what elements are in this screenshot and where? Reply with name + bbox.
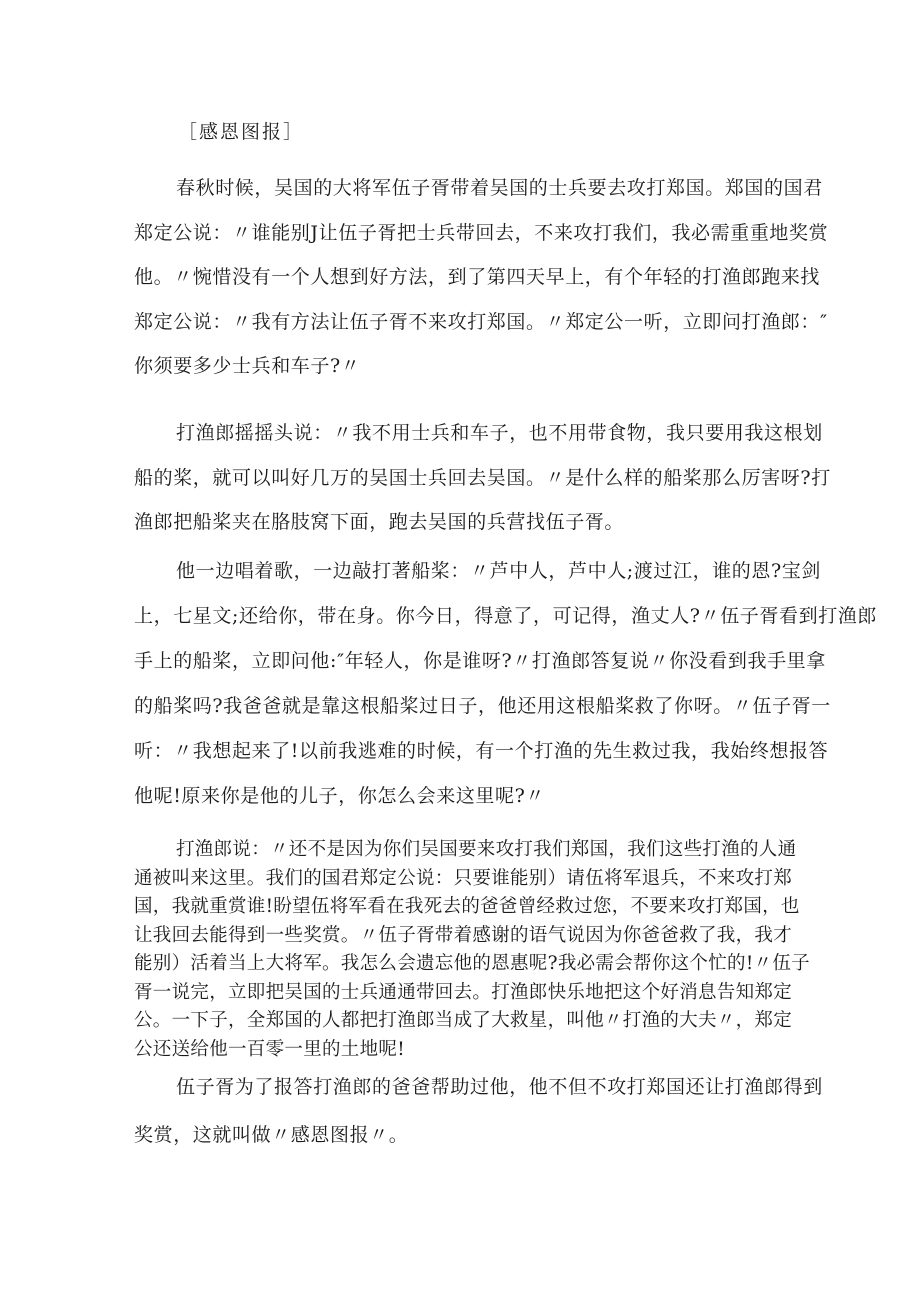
paragraph-5: [134, 1063, 823, 1159]
text-line: 你须要多少士兵和车子?〃: [134, 355, 361, 377]
text-line: 他一边唱着歌，一边敲打著船桨：〃芦中人，芦中人;渡过江，谁的恩?宝剑: [176, 560, 821, 582]
text-line: 国，我就重赏谁!盼望伍将军看在我死去的爸爸曾经救过您，不要来攻打郑国，也: [134, 896, 800, 917]
text-line: 公还送给他一百零一里的土地呢!: [134, 1038, 405, 1060]
text-line: 胥一说完，立即把吴国的士兵通通带回去。打渔郎快乐地把这个好消息告知郑定: [134, 981, 793, 1003]
text-line: 他。〃惋惜没有一个人想到好方法，到了第四天早上，有个年轻的打渔郎跑来找: [134, 266, 821, 288]
text-line: 伍子胥为了报答打渔郎的爸爸帮助过他，他不但不攻打郑国还让打渔郎得到: [176, 1076, 823, 1098]
text-line: 郑定公说：〃我有方法让伍子胥不来攻打郑国。〃郑定公一听，立即问打渔郎：″: [134, 310, 828, 333]
text-line: 听：〃我想起来了!以前我逃难的时候，有一个打渔的先生救过我，我始终想报答: [134, 740, 829, 762]
text-line: 打渔郎说：〃还不是因为你们吴国要来攻打我们郑国，我们这些打渔的人通: [176, 839, 797, 860]
text-line: 春秋时候，吴国的大将军伍子胥带着吴国的士兵要去攻打郑国。郑国的国君: [176, 177, 823, 199]
text-line: 上，七星文;还给你，带在身。你今日，得意了，可记得，渔丈人?〃伍子胥看到打渔郎: [134, 605, 877, 627]
paragraph-2: [134, 411, 831, 545]
text-line: 公。一下子，全郑国的人都把打渔郎当成了大救星，叫他〃打渔的大夫〃，郑定: [134, 1010, 793, 1031]
paragraph-4: [134, 836, 810, 1064]
text-line: 他呢!原来你是他的儿子，你怎么会来这里呢?〃: [134, 785, 546, 807]
text-line: 渔郎把船桨夹在胳肢窝下面，跑去吴国的兵营找伍子胥。: [134, 511, 625, 533]
text-line: 手上的船桨，立即问他:″年轻人，你是谁呀?〃打渔郎答复说〃你没看到我手里拿: [134, 650, 826, 672]
text-line: 能别）活着当上大将军。我怎么会遗忘他的恩惠呢?我必需会帮你这个忙的!〃伍子: [134, 953, 810, 974]
text-line: 船的桨，就可以叫好几万的吴国士兵回去吴国。〃是什么样的船桨那么厉害呀?打: [134, 466, 831, 489]
text-line: 通被叫来这里。我们的国君郑定公说：只要谁能别）请伍将军退兵，不来攻打郑: [134, 867, 793, 889]
text-line: 的船桨吗?我爸爸就是靠这根船桨过日子，他还用这根船桨救了你呀。〃伍子胥一: [134, 695, 831, 717]
text-line: 郑定公说：〃谁能别J让伍子胥把士兵带回去，不来攻打我们，我必需重重地奖赏: [134, 221, 829, 244]
paragraph-3: [134, 549, 877, 819]
document-title: ［感恩图报］: [178, 121, 305, 143]
paragraph-1: [134, 166, 829, 389]
text-line: 打渔郎摇摇头说：〃我不用士兵和车子，也不用带食物，我只要用我这根划: [176, 422, 823, 444]
text-line: 奖赏，这就叫做〃感恩图报〃。: [134, 1124, 409, 1146]
text-line: 让我回去能得到一些奖赏。〃伍子胥带着感谢的语气说因为你爸爸救了我，我才: [134, 924, 793, 946]
